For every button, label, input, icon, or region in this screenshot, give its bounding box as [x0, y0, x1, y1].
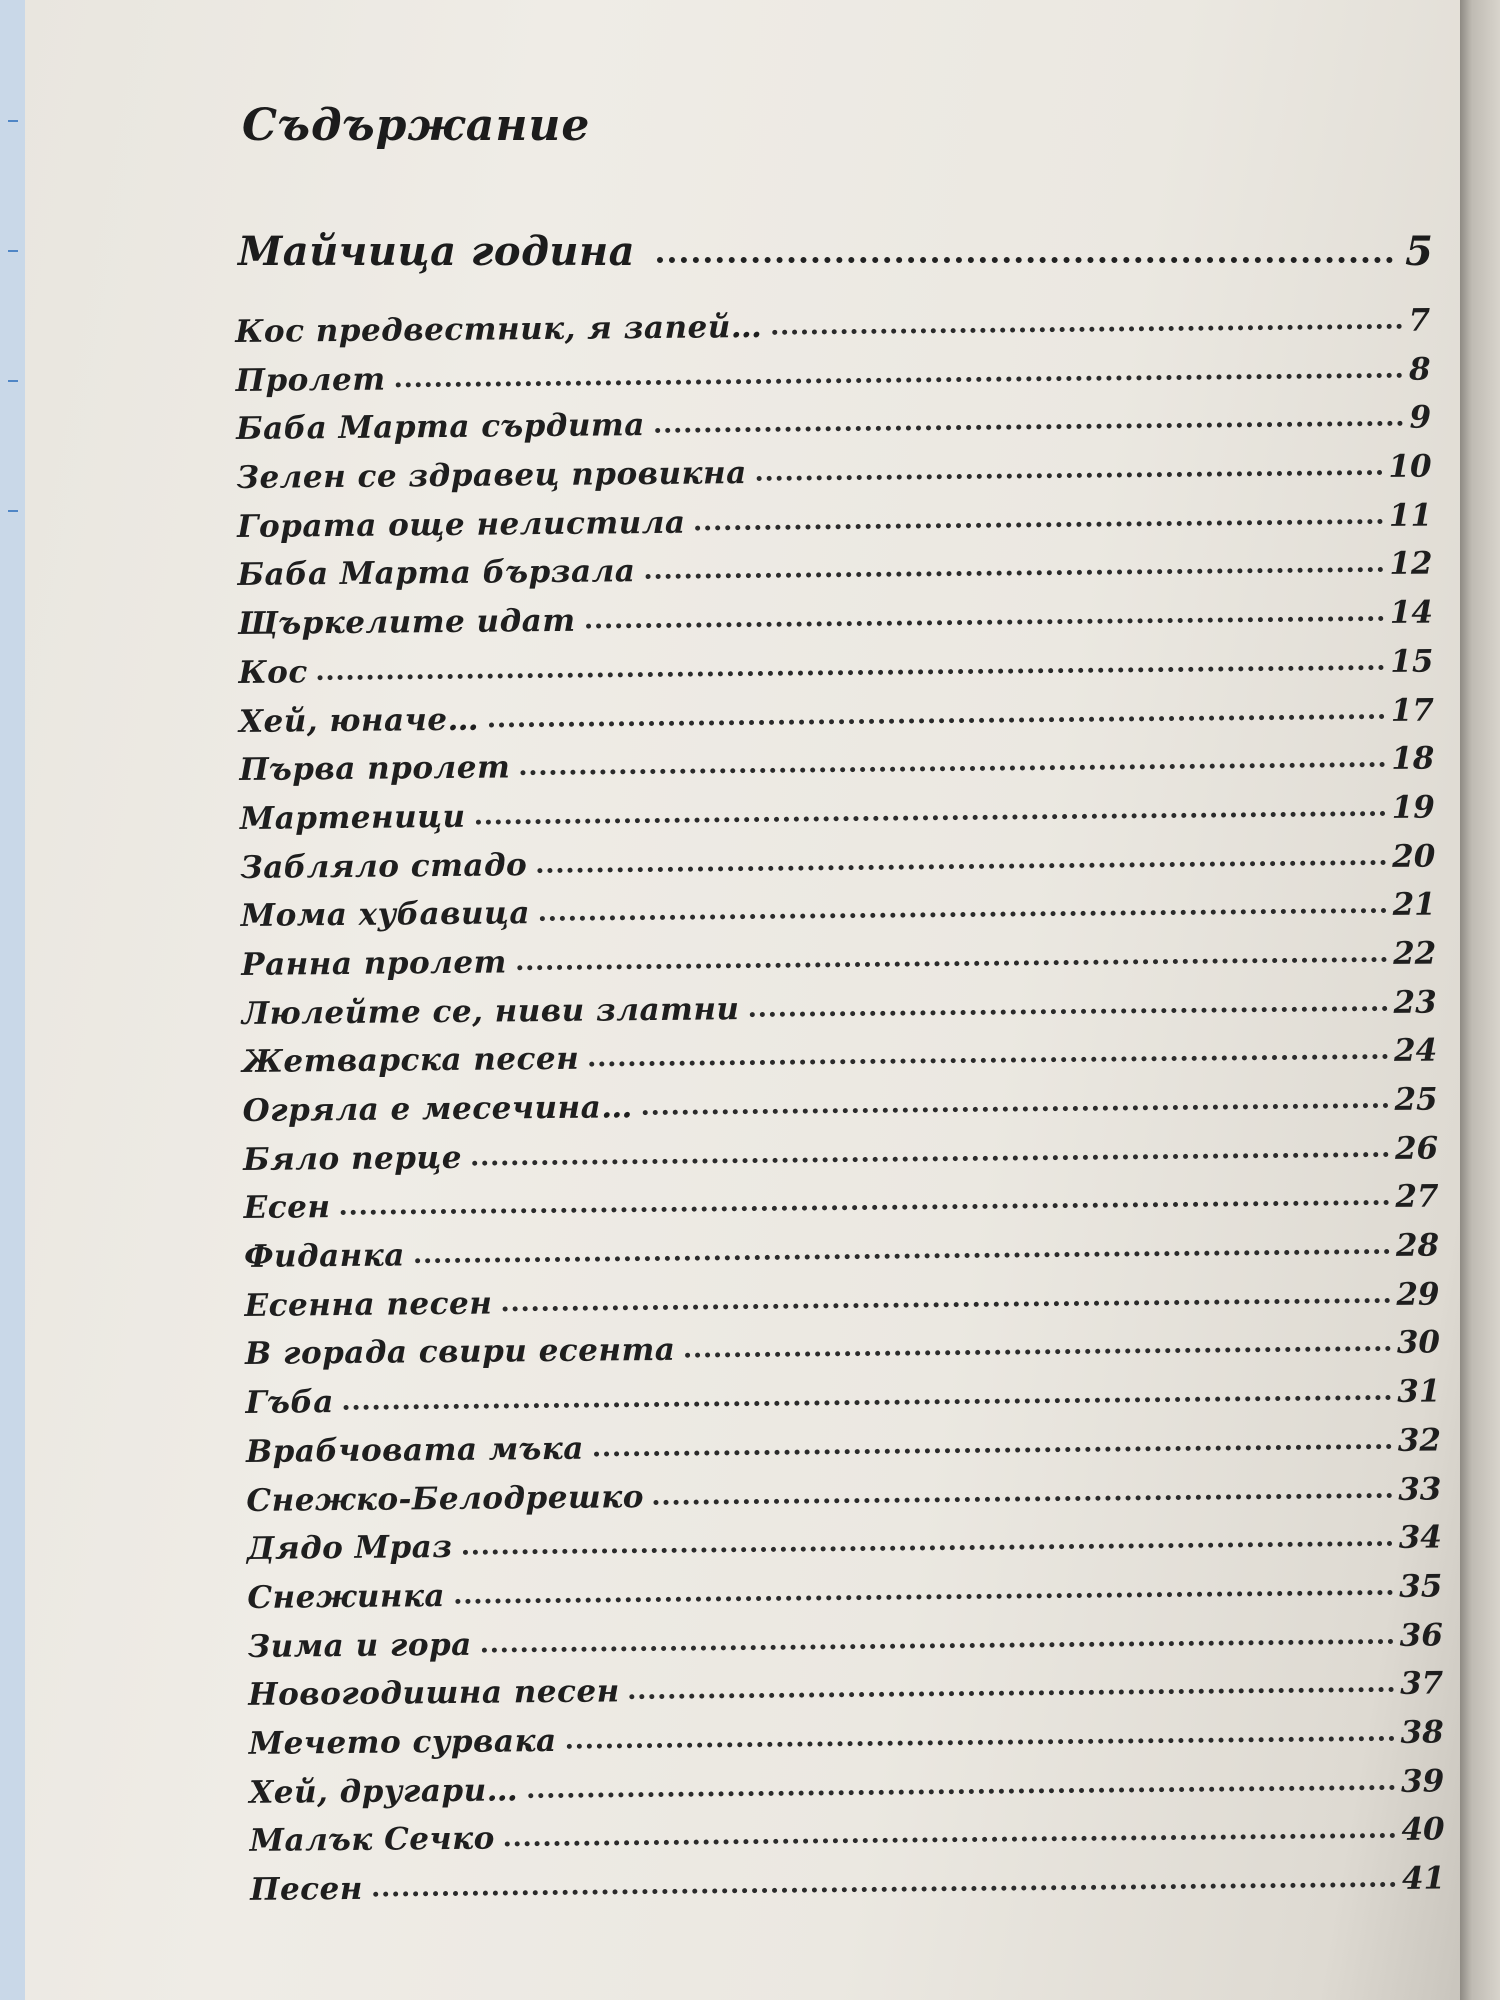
toc-entry-title: Щъркелите идат [237, 602, 576, 643]
margin-tick [8, 120, 18, 122]
toc-entry-title: Ранна пролет [241, 944, 508, 983]
toc-entry-page-number: 9 [1409, 399, 1432, 437]
toc-entry-page-number: 25 [1394, 1081, 1438, 1118]
toc-entry-page-number: 17 [1390, 692, 1435, 729]
dot-leader [517, 957, 1387, 970]
toc-entry-page-number: 22 [1392, 935, 1437, 972]
dot-leader [586, 616, 1384, 629]
toc-entry-page-number: 36 [1399, 1617, 1443, 1654]
toc-entry-page-number: 35 [1399, 1568, 1443, 1605]
toc-entry-title: Врабчовата мъка [245, 1430, 585, 1470]
toc-entry-page-number: 40 [1401, 1811, 1445, 1849]
toc-entry-title: Гората още нелистила [236, 504, 686, 545]
toc-entry-title: Снежинка [247, 1577, 446, 1616]
toc-entry-page-number: 41 [1401, 1860, 1446, 1897]
toc-entry-page-number: 27 [1395, 1178, 1439, 1216]
toc-entry-page-number: 20 [1392, 838, 1436, 875]
toc-entry-title: Дядо Мраз [246, 1529, 453, 1568]
dot-leader [537, 860, 1386, 873]
dot-leader [520, 762, 1385, 775]
toc-entry-page-number: 14 [1389, 594, 1434, 632]
left-page-edge [0, 0, 27, 2000]
dot-leader [373, 1882, 1396, 1897]
dot-leader [489, 713, 1385, 727]
table-of-contents [235, 297, 1445, 1915]
dot-leader [594, 1444, 1392, 1457]
dot-leader [696, 519, 1383, 531]
toc-entry-title: Зима и гора [247, 1626, 472, 1665]
toc-entry-title: Кос предвестник, я запей… [235, 308, 763, 350]
toc-entry-title: Огряла е месечина… [242, 1089, 633, 1129]
toc-entry-title: Гъба [245, 1384, 335, 1422]
toc-entry-page-number: 34 [1398, 1519, 1443, 1557]
toc-entry-title: Зелен се здравец провикна [236, 455, 747, 497]
margin-tick [8, 380, 18, 382]
toc-entry-page-number: 21 [1392, 886, 1436, 924]
toc-entry-title: Хей, другари… [249, 1771, 519, 1811]
dot-leader [455, 1590, 1393, 1604]
dot-leader [318, 665, 1385, 680]
page-title: Съдържание [242, 100, 591, 151]
toc-entry-title: Фиданка [243, 1237, 406, 1276]
toc-entry-title: Баба Марта сърдита [235, 407, 645, 448]
toc-entry-title: Първа пролет [239, 749, 511, 789]
toc-entry-page-number: 28 [1395, 1227, 1440, 1264]
dot-leader [482, 1639, 1394, 1653]
toc-entry-page-number: 15 [1390, 643, 1434, 680]
toc-entry-page-number: 24 [1393, 1032, 1438, 1070]
toc-entry-page-number: 10 [1388, 448, 1432, 485]
toc-entry-page-number: 19 [1391, 789, 1436, 826]
toc-entry-page-number: 39 [1400, 1763, 1445, 1800]
dot-leader [654, 1492, 1392, 1504]
dot-leader [463, 1541, 1393, 1555]
toc-entry-page-number: 30 [1396, 1324, 1441, 1362]
dot-leader [344, 1395, 1391, 1410]
toc-entry-page-number: 8 [1408, 351, 1431, 388]
toc-entry-page-number: 32 [1397, 1422, 1442, 1459]
toc-entry-page-number: 12 [1389, 545, 1433, 583]
dot-leader [645, 567, 1383, 579]
toc-entry-title: Жетварска песен [242, 1041, 580, 1081]
toc-entry-title: Хей, юначе… [238, 701, 480, 740]
toc-entry-title: Новогодишна песен [248, 1673, 620, 1714]
toc-entry-page-number: 11 [1388, 497, 1433, 534]
dot-leader [502, 1298, 1390, 1312]
toc-entry-page-number: 37 [1399, 1665, 1444, 1703]
margin-tick [8, 250, 18, 252]
toc-entry-title: Забляло стадо [240, 846, 528, 886]
section-title: Майчица година [238, 228, 636, 275]
dot-leader [630, 1687, 1394, 1699]
dot-leader [655, 421, 1404, 433]
dot-leader [528, 1785, 1395, 1798]
toc-entry-page-number: 33 [1398, 1470, 1442, 1508]
dot-leader [643, 1103, 1389, 1115]
toc-entry-title: Баба Марта бързала [237, 553, 636, 594]
toc-entry-title: Кос [238, 654, 308, 691]
margin-tick [8, 510, 18, 512]
section-page-number: 5 [1405, 228, 1433, 275]
toc-entry-title: Есенна песен [244, 1285, 493, 1324]
right-page-edge [1460, 0, 1500, 2000]
dot-leader [567, 1736, 1395, 1749]
toc-entry-title: В горада свири есента [244, 1332, 676, 1373]
dot-leader [657, 257, 1393, 263]
dot-leader [415, 1249, 1390, 1263]
toc-entry-page-number: 38 [1400, 1714, 1444, 1751]
toc-entry-title: Снежко-Белодрешко [246, 1478, 645, 1519]
toc-entry-title: Пролет [235, 361, 386, 399]
dot-leader [472, 1152, 1389, 1166]
toc-entry-title: Малък Сечко [249, 1820, 496, 1860]
dot-leader [505, 1833, 1396, 1847]
toc-entry-title: Мечето сурвака [248, 1722, 557, 1762]
dot-leader [340, 1200, 1389, 1215]
dot-leader [540, 908, 1387, 921]
toc-entry-title: Бяло перце [243, 1139, 463, 1178]
toc-entry-title: Мома хубавица [240, 895, 531, 935]
dot-leader [476, 811, 1386, 825]
toc-entry-page-number: 29 [1396, 1276, 1440, 1313]
toc-entry-page-number: 23 [1393, 984, 1437, 1021]
dot-leader [757, 470, 1383, 481]
toc-entry-title: Люлейте се, ниви златни [241, 990, 740, 1032]
toc-entry-page-number: 7 [1408, 302, 1431, 339]
dot-leader [685, 1346, 1390, 1358]
toc-entry-page-number: 31 [1397, 1373, 1441, 1411]
dot-leader [750, 1006, 1388, 1017]
dot-leader [396, 372, 1404, 387]
section-entry [238, 228, 1433, 275]
toc-entry-title: Есен [243, 1189, 331, 1227]
toc-entry-page-number: 18 [1391, 740, 1435, 778]
toc-entry-page-number: 26 [1394, 1130, 1439, 1167]
dot-leader [589, 1054, 1388, 1067]
dot-leader [772, 324, 1402, 335]
toc-entry-title: Мартеници [239, 798, 466, 837]
toc-entry-title: Песен [250, 1870, 364, 1908]
